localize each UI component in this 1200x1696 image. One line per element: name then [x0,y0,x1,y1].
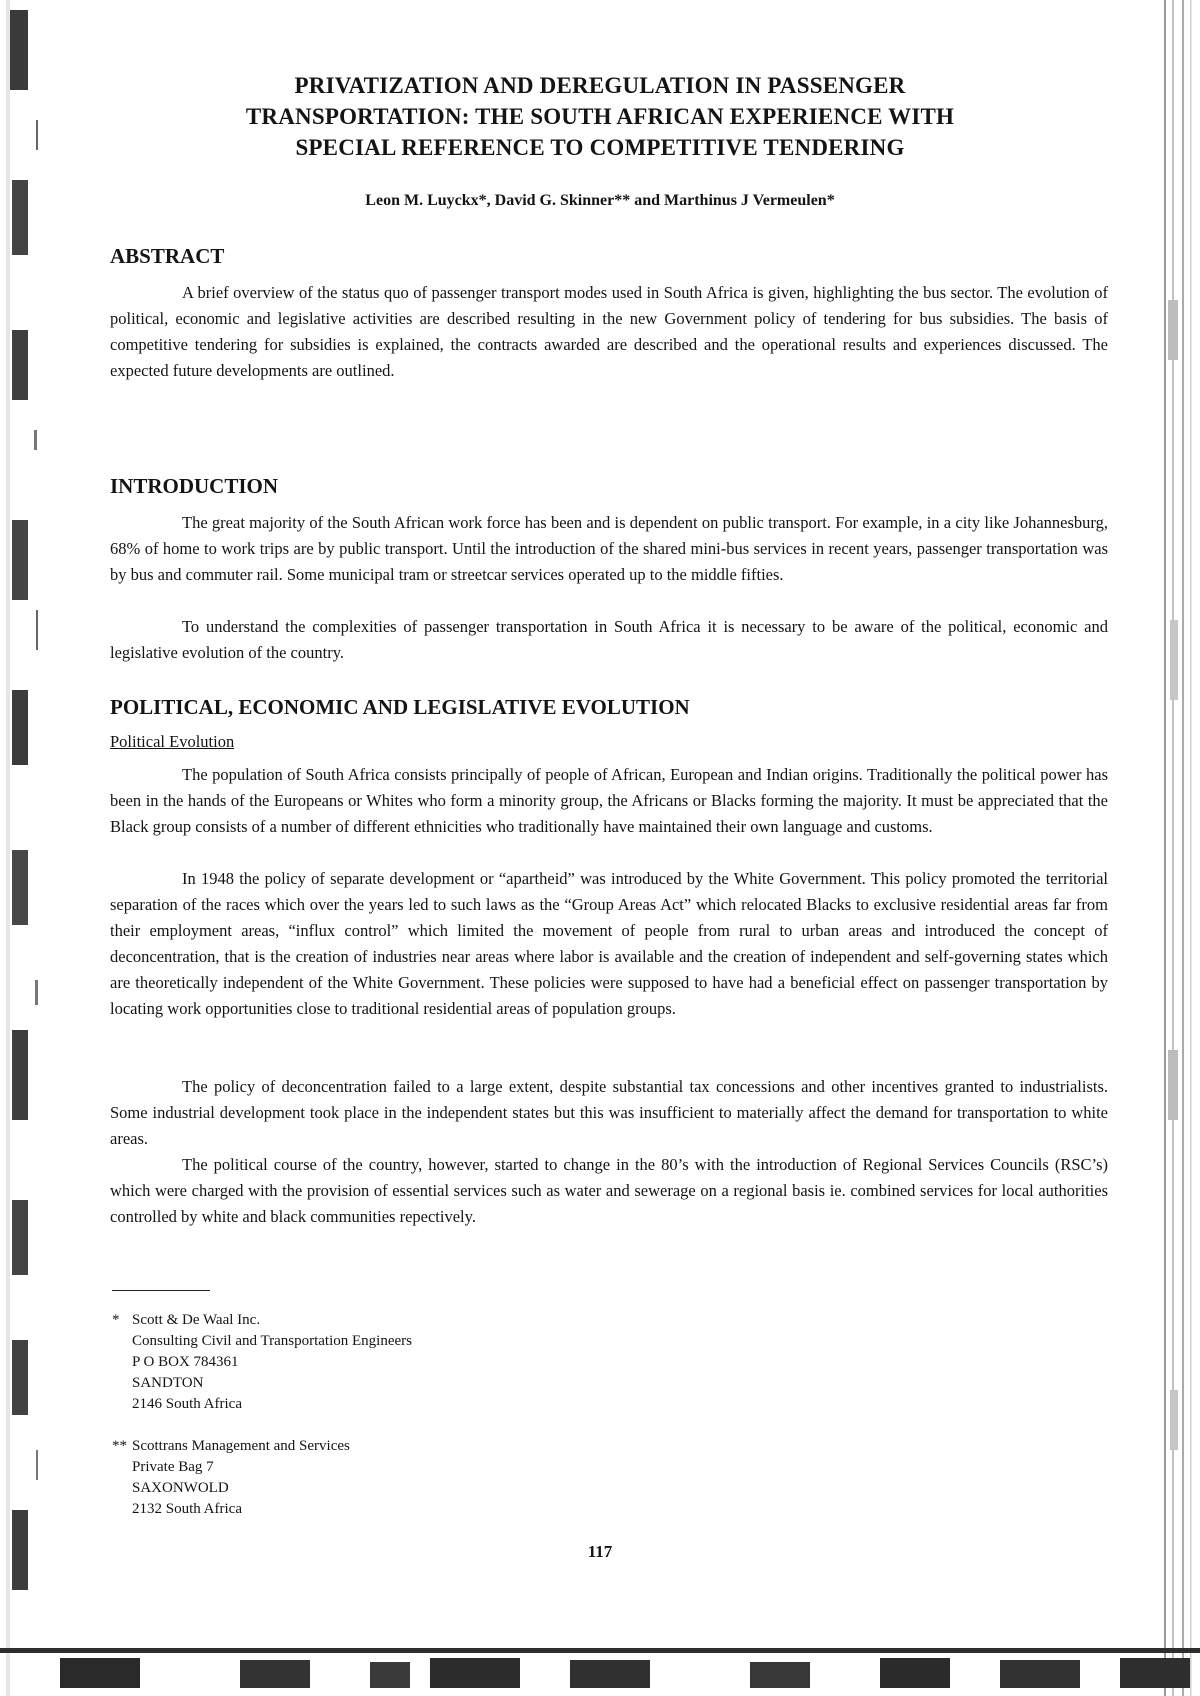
body-paragraph: The great majority of the South African work force has been and is dependent on public transport. For example, in a city like Johannesburg, 68% of home to work trips are by public transport. Until the introduction of the shared mini-bus services in recent years, passenger transportation was by bus and commuter rail. Some municipal tram or streetcar services operated up to the middle fifties. [110,513,1108,584]
scan-edge-left [0,0,46,1696]
body-paragraph: The population of South Africa consists principally of people of African, European and Indian origins. Traditionally the political power has been in the hands of the Europeans or Whites who form a minority group, the Africans or Blacks forming the majority. It must be appreciated that the Black group consists of a number of different ethnicities who traditionally have maintained their own language and customs. [110,765,1108,836]
abstract-paragraph: A brief overview of the status quo of passenger transport modes used in South Africa is given, highlighting the bus sector. The evolution of political, economic and legislative activities are described resulting in the new Government policy of tendering for bus subsidies. The basis of competitive tendering for subsidies is explained, the contracts awarded are described and the operational results and experiences discussed. The expected future developments are outlined. [110,283,1108,380]
page-number: 117 [587,1542,613,1561]
title-line: SPECIAL REFERENCE TO COMPETITIVE TENDERING [295,135,905,160]
paper-title [160,70,1040,163]
footnote-line: Scott & De Waal Inc. [132,1312,261,1328]
title-line: PRIVATIZATION AND DEREGULATION IN PASSENGER [294,73,906,98]
political-evolution-subheading: Political Evolution [110,732,235,751]
body-paragraph: To understand the complexities of passenger transportation in South Africa it is necessary to be aware of the political, economic and legislative evolution of the country. [110,617,1108,662]
footnote-line: SANDTON [132,1375,204,1391]
footnote-line: P O BOX 784361 [132,1354,239,1370]
title-line: TRANSPORTATION: THE SOUTH AFRICAN EXPERIENCE WITH [245,104,955,129]
body-paragraph: The policy of deconcentration failed to a large extent, despite substantial tax concessions and other incentives granted to industrialists. Some industrial development took place in the independent states but this was insufficient to materially affect the demand for transportation to white areas. [110,1077,1108,1148]
scan-edge-bottom [0,1640,1200,1696]
footnote-mark: ** [112,1438,127,1454]
footnote-affiliation [112,1436,350,1520]
body-paragraph: The political course of the country, however, started to change in the 80’s with the introduction of Regional Services Councils (RSC’s) which were charged with the provision of essential services such as water and sewerage on a regional basis ie. combined services for local authorities controlled by white and black communities repectively. [110,1155,1108,1226]
introduction-heading: INTRODUCTION [110,474,279,498]
footnote-mark: * [112,1312,120,1328]
footnote-line: 2132 South Africa [132,1501,242,1517]
footnote-line: Private Bag 7 [132,1459,214,1475]
evolution-heading: POLITICAL, ECONOMIC AND LEGISLATIVE EVOLUTION [110,695,690,719]
abstract-heading: ABSTRACT [110,244,225,268]
footnote-line: Scottrans Management and Services [132,1438,350,1454]
footnote-line: Consulting Civil and Transportation Engineers [132,1333,412,1349]
footnote-line: 2146 South Africa [132,1396,242,1412]
footnote-affiliation [112,1310,412,1415]
footnote-line: SAXONWOLD [132,1480,229,1496]
body-paragraph: In 1948 the policy of separate development or “apartheid” was introduced by the White Government. This policy promoted the territorial separation of the races which over the years led to such laws as the “Group Areas Act” which relocated Blacks to exclusive residential areas far from their employment areas, “influx control” which limited the movement of people from rural to urban areas and introduced the concept of deconcentration, that is the creation of industries near areas where labor is available and the creation of independent and self-governing states which are theoretically independent of the White Government. These policies were supposed to have had a beneficial effect on passenger transportation by locating work opportunities close to traditional residential areas of population groups. [110,869,1108,1018]
footnote-separator [112,1290,210,1291]
author-list: Leon M. Luyckx*, David G. Skinner** and Marthinus J Vermeulen* [365,192,835,209]
scan-edge-right [1148,0,1200,1696]
